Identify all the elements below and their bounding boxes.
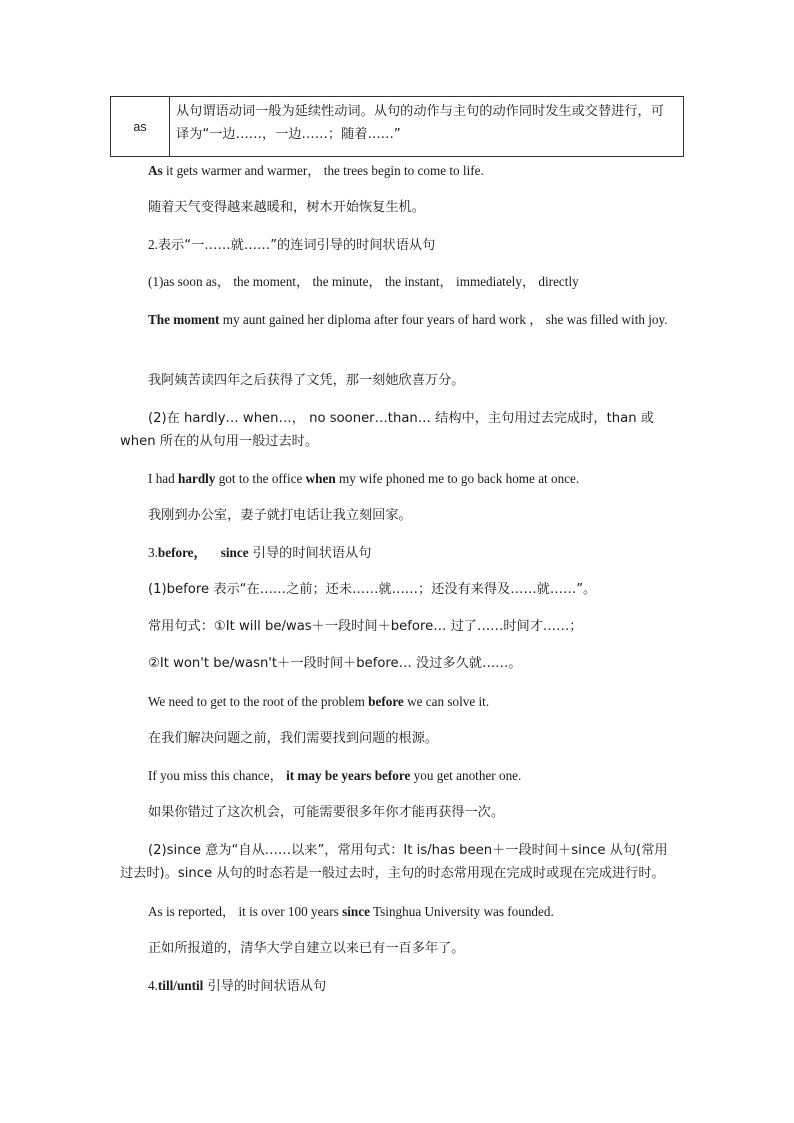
before-pattern-1: 常用句式：①It will be/was＋一段时间＋before… 过了……时间才……； <box>148 619 583 634</box>
conjunction-list: (1)as soon as， the moment， the minute， the instant， immediately， directly <box>148 274 579 289</box>
heading-3: 3.before， since 引导的时间状语从句 <box>148 545 372 561</box>
example-chance-translation: 如果你错过了这次机会，可能需要很多年你才能再获得一次。 <box>148 805 505 820</box>
before-meaning: (1)before 表示“在……之前；还未……就……；还没有来得及……就……”。 <box>148 582 597 597</box>
example-before: We need to get to the root of the problem before we can solve it. <box>148 694 490 709</box>
example-before-translation: 在我们解决问题之前，我们需要找到问题的根源。 <box>148 731 439 746</box>
hardly-rule: (2)在 hardly… when…， no sooner…than… 结构中，主句用过去完成时，than 或 when 所在的从句用一般过去时。 <box>120 411 654 449</box>
example-since-translation: 正如所报道的，清华大学自建立以来已有一百多年了。 <box>148 941 465 956</box>
before-pattern-2: ②It won't be/wasn't＋一段时间＋before… 没过多久就……。 <box>148 656 522 671</box>
example-since: As is reported， it is over 100 years since Tsinghua University was founded. <box>148 904 554 919</box>
example-hardly-translation: 我刚到办公室，妻子就打电话让我立刻回家。 <box>148 508 412 523</box>
example-chance: If you miss this chance， it may be years before you get another one. <box>148 768 522 783</box>
table-description-cell: 从句谓语动词一般为延续性动词。从句的动作与主句的动作同时发生或交替进行，可译为“一边……，一边……；随着……” <box>176 104 664 142</box>
example-hardly: I had hardly got to the office when my wife phoned me to go back home at once. <box>148 471 580 486</box>
usage-table <box>110 96 684 157</box>
table-word-cell: as <box>111 97 170 156</box>
example-moment-translation: 我阿姨苦读四年之后获得了文凭，那一刻她欣喜万分。 <box>148 373 465 388</box>
since-rule: (2)since 意为“自从……以来”，常用句式：It is/has been＋一段时间＋since 从句(常用过去时)。since 从句的时态若是一般过去时，主句的时态常用现在完成时或现在完成进行时。 <box>120 843 668 881</box>
heading-4: 4.till/until 引导的时间状语从句 <box>148 978 327 994</box>
example-as-translation: 随着天气变得越来越暖和，树木开始恢复生机。 <box>148 200 425 215</box>
example-moment: The moment my aunt gained her diploma after four years of hard work ， she was filled with joy. <box>148 312 668 327</box>
example-as: As it gets warmer and warmer， the trees begin to come to life. <box>148 163 484 178</box>
heading-2: 2.表示“一……就……”的连词引导的时间状语从句 <box>148 237 436 253</box>
